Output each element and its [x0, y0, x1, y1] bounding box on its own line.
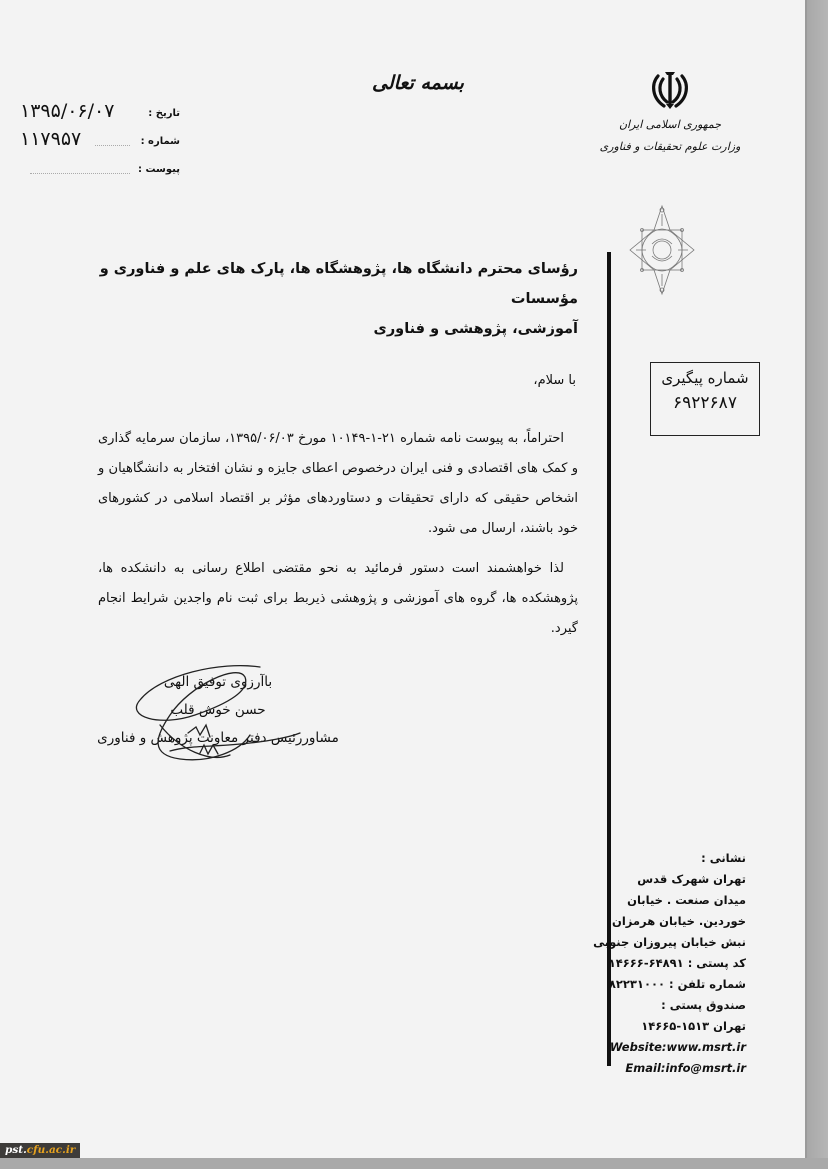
tracking-number-box: [650, 362, 760, 436]
paragraph-1-text: احتراماً، به پیوست نامه شماره ۲۱-۱-۱۰۱۴۹ مورخ ۱۳۹۵/۰۶/۰۳، سازمان سرمایه گذاری و کمک های اقتصادی و فنی ایران درخصوص اعطای جایزه و نشان افتخار به دانشگاهیان و اشخاص حقیقی که دارای تحقیقات و دستاوردهای مؤثر بر اقتصاد اسلامی در کشورهای خود باشند، ارسال می شود.: [98, 431, 578, 536]
signer-name: حسن خوش قلب: [170, 702, 266, 718]
dotted-line: [95, 145, 130, 146]
ministry-name: [595, 114, 745, 158]
dotted-line: [30, 173, 130, 174]
attachment-label: پیوست :: [137, 164, 180, 175]
email-link[interactable]: Email:info@msrt.ir: [625, 1061, 746, 1075]
recipient-line-2: آموزشی، پژوهشی و فناوری: [373, 321, 578, 337]
number-label: شماره :: [140, 136, 180, 147]
paragraph-2-text: لذا خواهشمند است دستور فرمائید به نحو مقتضی اطلاع رسانی به دانشکده ها، پژوهشکده ها، گروه های آموزشی و پژوهشی ذیربط برای ثبت نام واجدین شرایط انجام گیرد.: [98, 561, 578, 636]
closing-line: باآرزوی توفیق الهی: [163, 674, 273, 690]
date-label: تاریخ :: [148, 108, 180, 119]
tracking-value: ۶۹۲۲۶۸۷: [673, 393, 737, 413]
address-line-2: میدان صنعت . خیابان: [627, 893, 746, 907]
scan-shadow-bottom: [0, 1158, 828, 1169]
watermark-prefix: pst.: [5, 1144, 27, 1156]
postal-code: کد پستی : ۶۴۸۹۱-۱۴۶۶۶: [608, 956, 746, 970]
number-value: ۱۱۷۹۵۷: [20, 128, 82, 150]
po-box: تهران ۱۵۱۳-۱۴۶۶۵: [641, 1019, 746, 1033]
recipient: [78, 254, 578, 344]
attachment-row: [20, 156, 180, 178]
org-line-1: جمهوری اسلامی ایران: [618, 118, 722, 131]
signature-block: [58, 668, 378, 752]
org-line-2: وزارت علوم تحقیقات و فناوری: [599, 140, 741, 153]
paragraph-1: [98, 424, 578, 544]
date-row: [20, 100, 180, 122]
po-box-label: صندوق پستی :: [661, 998, 746, 1012]
source-watermark: [0, 1143, 80, 1158]
phone-number: شماره تلفن : ۸۲۲۳۱۰۰۰: [608, 977, 746, 991]
salutation: با سلام،: [533, 373, 576, 388]
website-link[interactable]: Website:www.msrt.ir: [609, 1040, 746, 1054]
islamic-star-ornament-icon: [622, 200, 702, 300]
address-line-4: نبش خیابان پیروزان جنوبی: [593, 935, 746, 949]
recipient-line-1: رؤسای محترم دانشگاه ها، پژوهشگاه ها، پارک های علم و فناوری و مؤسسات: [99, 261, 578, 307]
address-block: [566, 848, 746, 1079]
tracking-label: شماره پیگیری: [661, 369, 749, 387]
iran-emblem-icon: [648, 68, 692, 112]
address-label: نشانی :: [701, 851, 746, 865]
scan-shadow-right: [807, 0, 828, 1169]
address-line-3: خوردین. خیابان هرمزان: [612, 914, 746, 928]
paragraph-2: [98, 554, 578, 644]
address-line-1: تهران شهرک قدس: [637, 872, 746, 886]
basmala-heading: بسمه تعالی: [372, 72, 464, 94]
date-value: ۱۳۹۵/۰۶/۰۷: [20, 100, 115, 122]
number-row: [20, 128, 180, 150]
watermark-domain: cfu.ac.ir: [26, 1144, 76, 1156]
signer-title: مشاوررئیس دفتر معاونت پژوهش و فناوری: [97, 730, 339, 746]
